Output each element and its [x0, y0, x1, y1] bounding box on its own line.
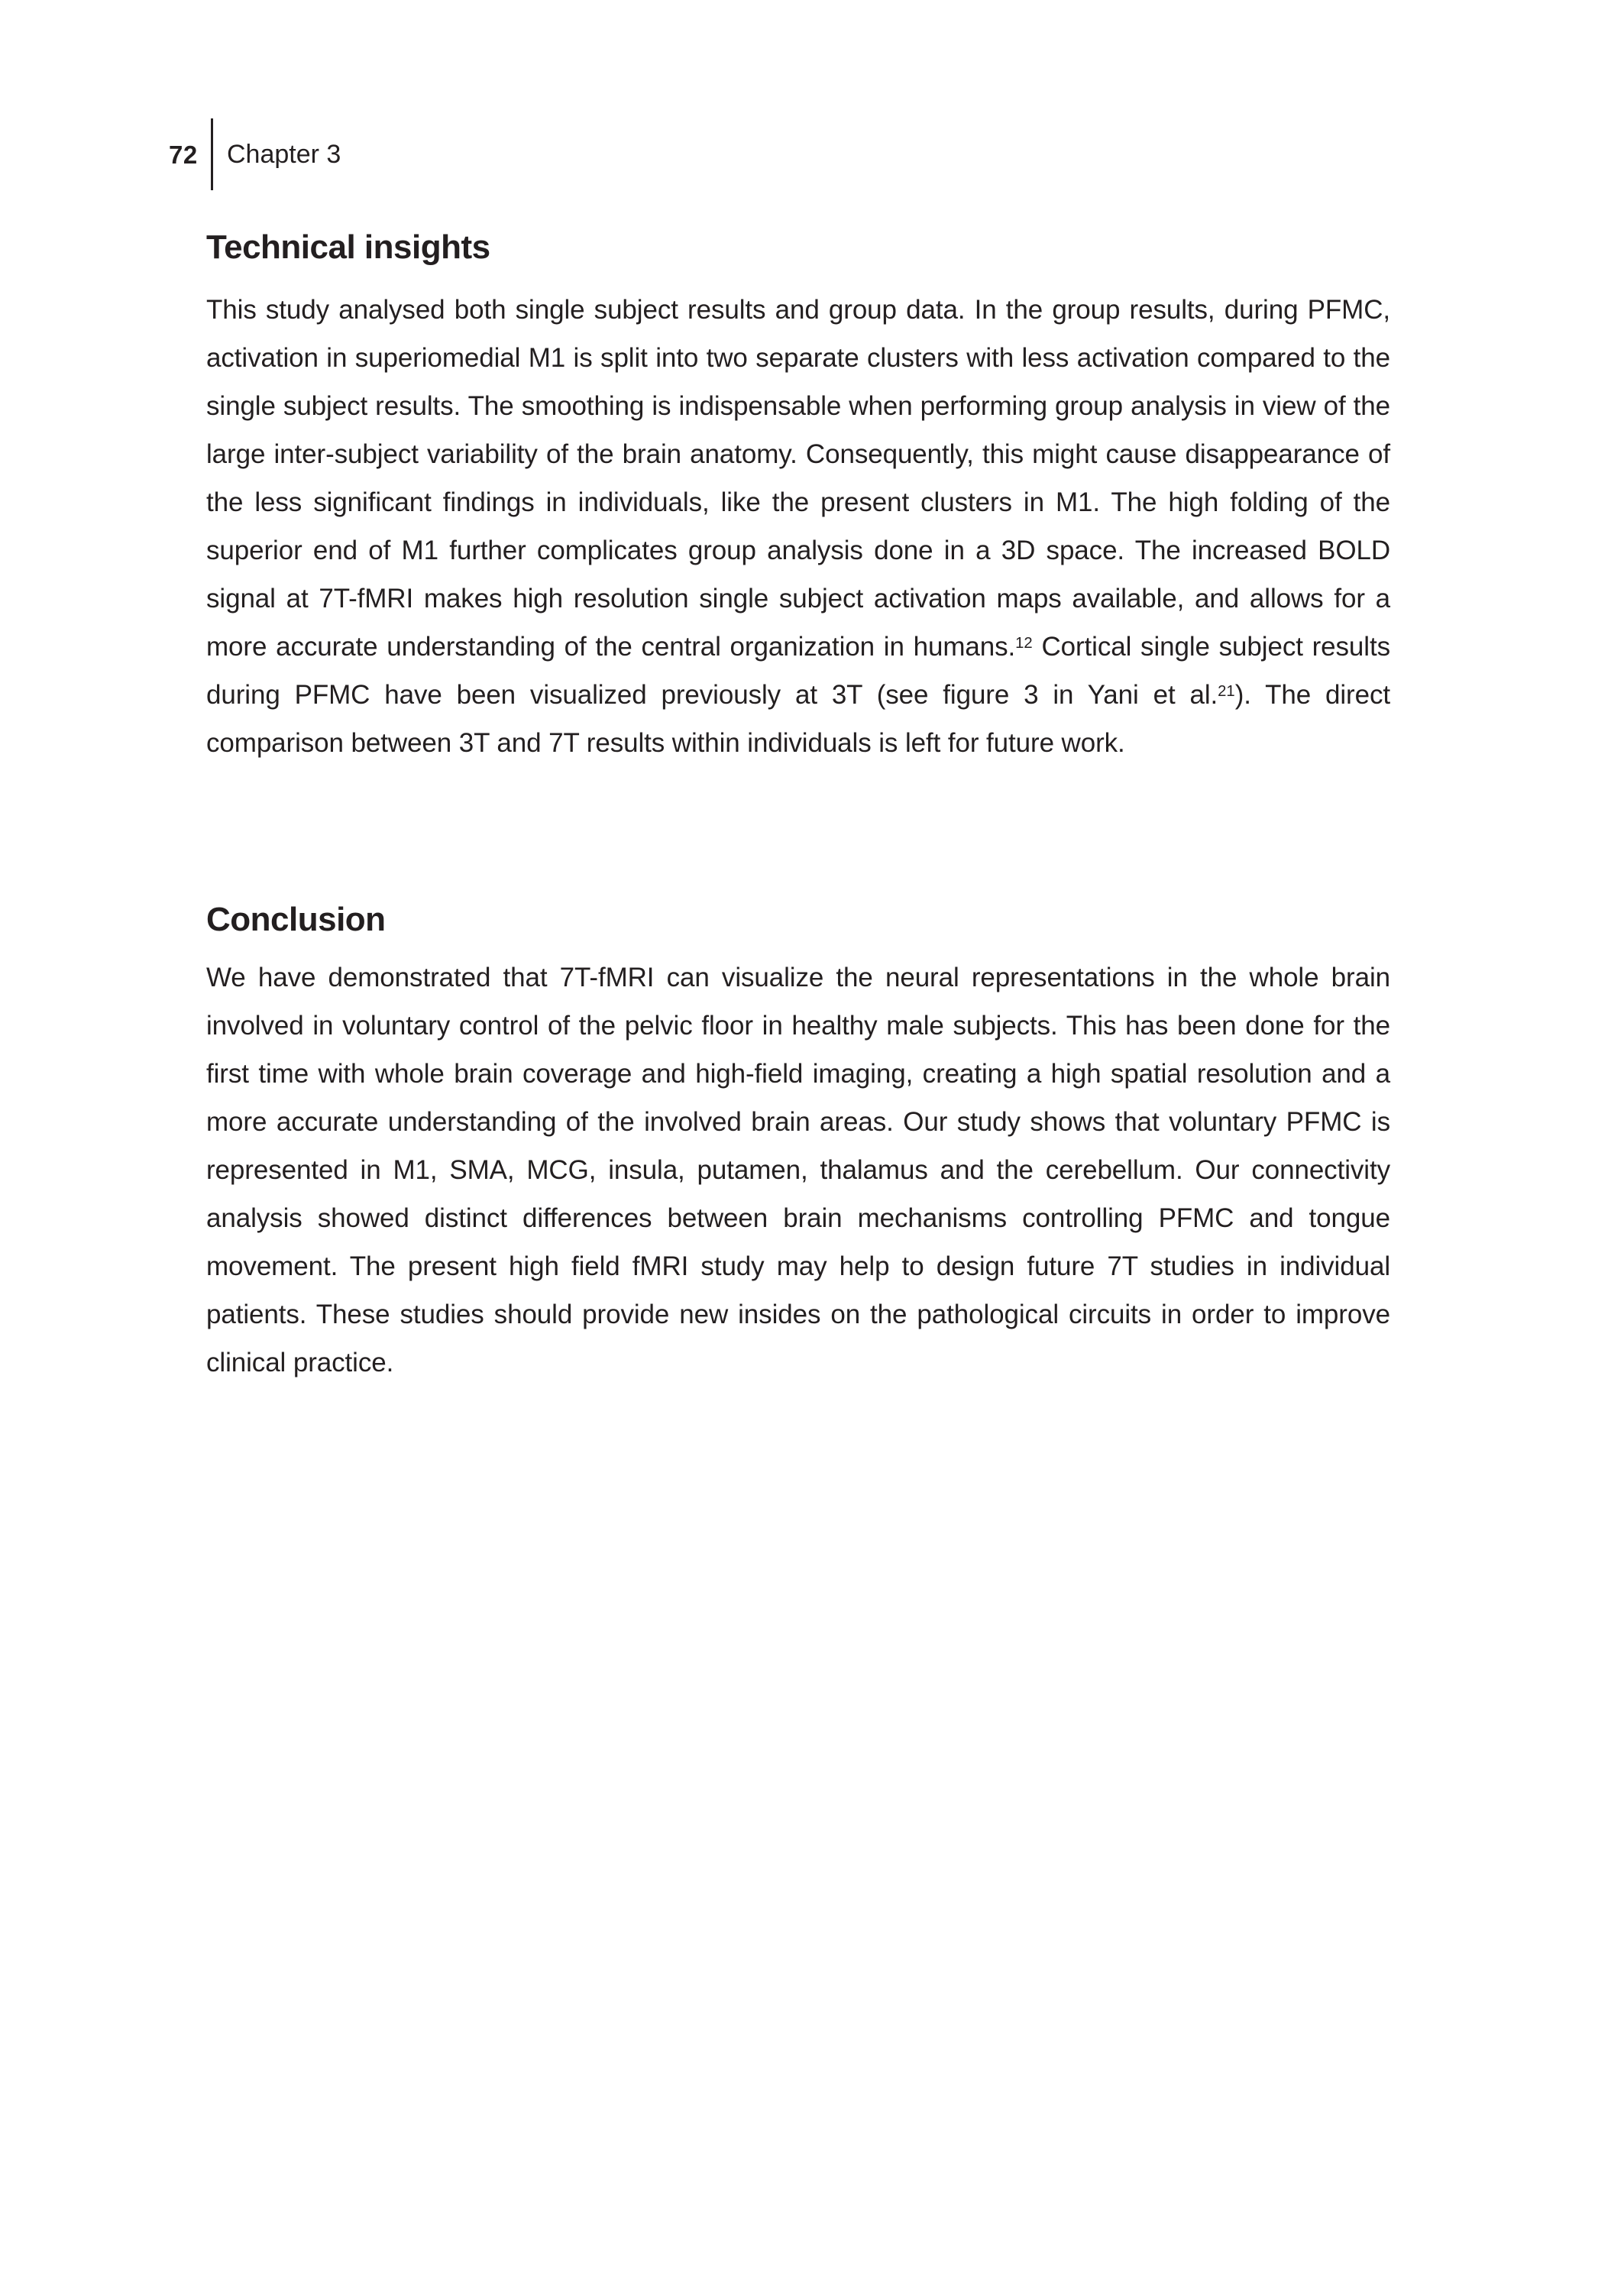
superscript-reference: 21 — [1218, 682, 1235, 700]
superscript-reference: 12 — [1015, 634, 1033, 652]
section-heading: Technical insights — [206, 228, 490, 266]
header-divider — [211, 118, 213, 190]
section-paragraph: This study analysed both single subject results and group data. In the group results, during PFMC, activation in superiomedial M1 is split into two separate clusters with less activation compared to the single subject results. The smoothing is indispensable when performing group analysis in view of the large inter-subject variability of the brain anatomy. Consequently, this might cause disappearance of the less significant findings in individuals, like the present clusters in M1. The high folding of the superior end of M1 further complicates group analysis done in a 3D space. The increased BOLD signal at 7T-fMRI makes high resolution single subject activation maps available, and allows for a more accurate understanding of the central organization in humans.$^{12}$ Cortical single subject results during PFMC have been visualized previously at 3T (see figure 3 in Yani et al.$^{21}$). The direct comparison between 3T and 7T results within individuals is left for future work. — [206, 295, 1390, 758]
page-number: 72 — [169, 141, 198, 169]
chapter-title: Chapter 3 — [227, 140, 341, 169]
section-paragraph: We have demonstrated that 7T-fMRI can visualize the neural representations in the whole brain involved in voluntary control of the pelvic floor in healthy male subjects. This has been done for the first time with whole brain coverage and high-field imaging, creating a high spatial resolution and a more accurate understanding of the involved brain areas. Our study shows that voluntary PFMC is represented in M1, SMA, MCG, insula, putamen, thalamus and the cerebellum. Our connectivity analysis showed distinct differences between brain mechanisms controlling PFMC and tongue movement. The present high field fMRI study may help to design future 7T studies in individual patients. These studies should provide new insides on the pathological circuits in order to improve clinical practice. — [206, 963, 1390, 1377]
section-heading: Conclusion — [206, 901, 386, 938]
